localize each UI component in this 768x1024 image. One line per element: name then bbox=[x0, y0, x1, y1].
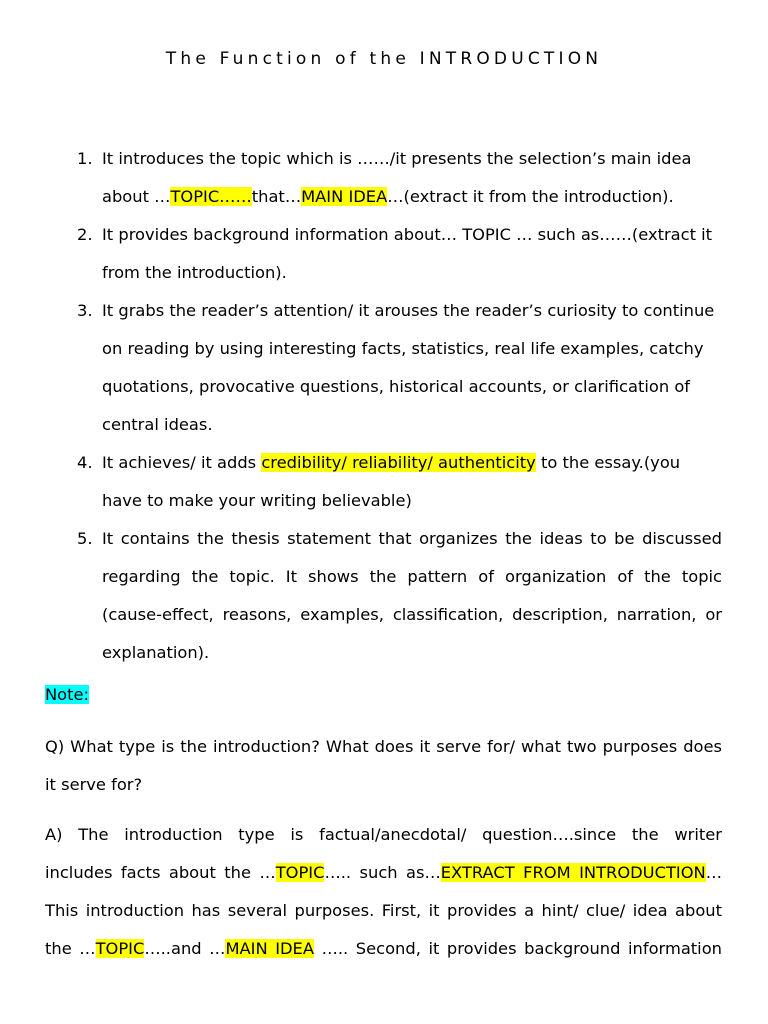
text-run: to the essay.(you have to make your writing believable) bbox=[102, 453, 681, 510]
text-run: It grabs the reader’s attention/ it arouses the reader’s curiosity to continue on reading by using interesting facts, statistics, real life examples, catchy quotations, provocative questions, historical accounts, or clarification of central ideas. bbox=[102, 301, 715, 434]
list-item bbox=[77, 140, 722, 216]
list-number: 4. bbox=[77, 453, 93, 472]
list-number: 1. bbox=[77, 149, 93, 168]
text-run: ….. Second, it provides background information bbox=[313, 939, 722, 958]
text-run: includes facts about the … bbox=[45, 863, 276, 882]
text-run: …..and … bbox=[144, 939, 226, 958]
answer-paragraph bbox=[45, 816, 722, 968]
highlighted-text: MAIN IDEA bbox=[225, 939, 314, 958]
highlighted-text: MAIN IDEA bbox=[301, 187, 388, 206]
answer-line bbox=[45, 930, 722, 968]
answer-line bbox=[45, 816, 722, 854]
text-run: It introduces the topic which is ……/it presents the selection’s main idea about … bbox=[102, 149, 692, 206]
text-run: … bbox=[705, 863, 722, 882]
list-item bbox=[77, 292, 722, 444]
text-run: It achieves/ it adds bbox=[102, 453, 262, 472]
highlighted-text: TOPIC bbox=[95, 939, 145, 958]
answer-line bbox=[45, 854, 722, 892]
note-label: Note: bbox=[45, 685, 90, 704]
list-number: 5. bbox=[77, 529, 93, 548]
note-label-block bbox=[45, 676, 722, 714]
text-run: ….. such as… bbox=[324, 863, 441, 882]
text-run: It contains the thesis statement that organizes the ideas to be discussed regarding the topic. It shows the pattern of organization of the topic (cause-effect, reasons, examples, classification, description, narration, or explanation). bbox=[102, 529, 722, 662]
text-run: This introduction has several purposes. First, it provides a hint/ clue/ idea about bbox=[45, 901, 722, 920]
list-item bbox=[77, 216, 722, 292]
text-run: It provides background information about… TOPIC … such as……(extract it from the introduction). bbox=[102, 225, 713, 282]
list-number: 2. bbox=[77, 225, 93, 244]
highlighted-text: credibility/ reliability/ authenticity bbox=[261, 453, 536, 472]
question-paragraph: Q) What type is the introduction? What does it serve for/ what two purposes does it serve for? bbox=[45, 737, 722, 794]
function-list bbox=[0, 140, 768, 672]
highlighted-text: TOPIC bbox=[275, 863, 325, 882]
list-item bbox=[77, 444, 722, 520]
list-number: 3. bbox=[77, 301, 93, 320]
highlighted-text: EXTRACT FROM INTRODUCTION bbox=[440, 863, 706, 882]
page-title: The Function of the INTRODUCTION bbox=[165, 49, 603, 69]
text-run: …(extract it from the introduction). bbox=[387, 187, 674, 206]
text-run: A) The introduction type is factual/anecdotal/ question….since the writer bbox=[45, 825, 722, 844]
highlighted-text: TOPIC…… bbox=[170, 187, 252, 206]
list-item bbox=[77, 520, 722, 672]
answer-line bbox=[45, 892, 722, 930]
text-run: that… bbox=[251, 187, 302, 206]
text-run: the … bbox=[45, 939, 96, 958]
